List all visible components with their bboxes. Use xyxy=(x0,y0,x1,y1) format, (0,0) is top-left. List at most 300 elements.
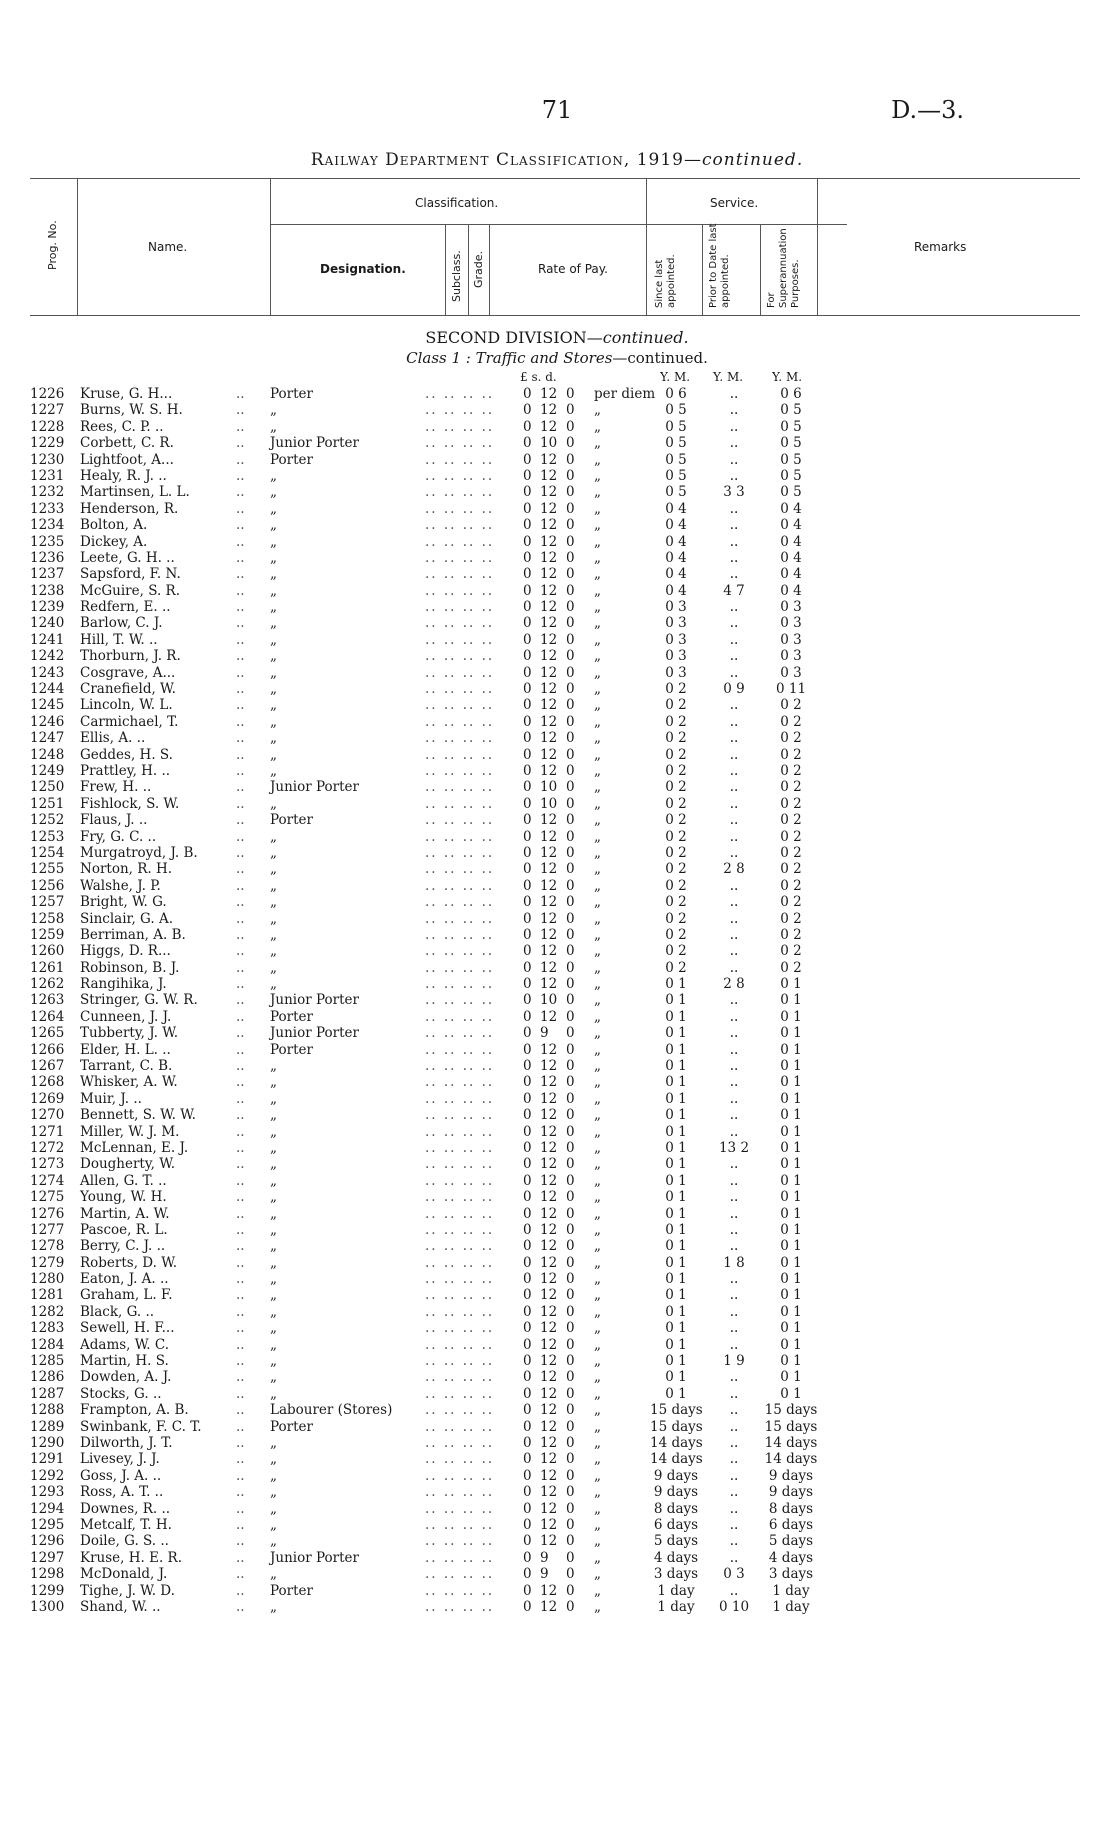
pay-pence-cell: 0 xyxy=(566,1582,575,1599)
since-last-appointed-cell: 0 2 xyxy=(665,828,687,845)
table-row xyxy=(0,1173,1114,1189)
prior-to-date-cell: .. xyxy=(729,599,739,616)
prog-no-cell: 1269 xyxy=(30,1090,65,1107)
leader-dots: .. xyxy=(236,812,245,829)
designation-cell: „ xyxy=(270,1271,277,1288)
designation-cell: „ xyxy=(270,1369,277,1386)
pay-pounds-cell: 0 xyxy=(523,779,532,796)
prior-to-date-cell: .. xyxy=(729,992,739,1009)
table-row xyxy=(0,1025,1114,1041)
superannuation-cell: 0 1 xyxy=(780,1107,802,1124)
table-row xyxy=(0,878,1114,894)
designation-cell: Junior Porter xyxy=(270,435,359,452)
table-row xyxy=(0,1304,1114,1320)
table-row xyxy=(0,665,1114,681)
pay-pounds-cell: 0 xyxy=(523,1336,532,1353)
pay-pounds-cell: 0 xyxy=(523,1205,532,1222)
pay-period-cell: „ xyxy=(594,484,601,501)
name-cell: Healy, R. J. .. xyxy=(80,467,167,484)
prog-no-cell: 1250 xyxy=(30,779,65,796)
leader-dots: .. xyxy=(236,697,245,714)
designation-cell: „ xyxy=(270,582,277,599)
prior-to-date-cell: .. xyxy=(729,549,739,566)
since-last-appointed-cell: 0 4 xyxy=(665,566,687,583)
prog-no-cell: 1261 xyxy=(30,959,65,976)
name-cell: Bennett, S. W. W. xyxy=(80,1107,196,1124)
leader-dots: .. xyxy=(236,992,245,1009)
leader-dots: .. .. .. .. xyxy=(425,812,495,829)
name-cell: Cosgrave, A... xyxy=(80,664,176,681)
superannuation-cell: 0 1 xyxy=(780,1221,802,1238)
leader-dots: .. xyxy=(236,1041,245,1058)
prior-to-date-cell: .. xyxy=(729,713,739,730)
prior-to-date-cell: .. xyxy=(729,1189,739,1206)
prog-no-cell: 1263 xyxy=(30,992,65,1009)
pay-shillings-cell: 12 xyxy=(540,402,558,419)
pay-period-cell: „ xyxy=(594,730,601,747)
leader-dots: .. xyxy=(236,1205,245,1222)
prior-to-date-cell: .. xyxy=(729,1467,739,1484)
superannuation-cell: 0 1 xyxy=(780,1041,802,1058)
since-last-appointed-cell: 0 1 xyxy=(665,976,687,993)
superannuation-cell: 0 2 xyxy=(780,828,802,845)
superannuation-cell: 0 3 xyxy=(780,631,802,648)
pay-pence-cell: 0 xyxy=(566,1041,575,1058)
pay-period-cell: „ xyxy=(594,1172,601,1189)
leader-dots: .. .. .. .. xyxy=(425,631,495,648)
pay-period-cell: „ xyxy=(594,1566,601,1583)
prog-no-cell: 1267 xyxy=(30,1058,65,1075)
since-last-appointed-cell: 0 1 xyxy=(665,1336,687,1353)
since-last-appointed-cell: 6 days xyxy=(653,1516,699,1533)
leader-dots: .. .. .. .. xyxy=(425,533,495,550)
superannuation-cell: 0 1 xyxy=(780,1238,802,1255)
superannuation-cell: 0 2 xyxy=(780,697,802,714)
name-cell: Redfern, E. .. xyxy=(80,599,171,616)
designation-cell: „ xyxy=(270,533,277,550)
since-last-appointed-cell: 0 1 xyxy=(665,1254,687,1271)
pay-shillings-cell: 12 xyxy=(540,959,558,976)
pay-shillings-cell: 9 xyxy=(540,1566,549,1583)
leader-dots: .. xyxy=(236,1074,245,1091)
designation-cell: „ xyxy=(270,894,277,911)
leader-dots: .. .. .. .. xyxy=(425,1320,495,1337)
pay-pence-cell: 0 xyxy=(566,844,575,861)
since-last-appointed-cell: 0 2 xyxy=(665,795,687,812)
leader-dots: .. .. .. .. xyxy=(425,1598,495,1615)
leader-dots: .. xyxy=(236,1435,245,1451)
leader-dots: .. .. .. .. xyxy=(425,1287,495,1304)
prior-to-date-cell: .. xyxy=(729,746,739,763)
pay-shillings-cell: 12 xyxy=(540,943,558,960)
prog-no-cell: 1255 xyxy=(30,861,65,878)
designation-cell: Porter xyxy=(270,1418,313,1435)
table-row xyxy=(0,468,1114,484)
leader-dots: .. xyxy=(236,844,245,861)
page-title xyxy=(0,150,1114,170)
pay-pounds-cell: 0 xyxy=(523,1123,532,1140)
leader-dots: .. xyxy=(236,631,245,648)
since-last-appointed-cell: 1 day xyxy=(657,1582,695,1599)
pay-pounds-cell: 0 xyxy=(523,1058,532,1075)
since-last-appointed-cell: 0 1 xyxy=(665,1385,687,1402)
name-cell: Young, W. H. xyxy=(80,1189,167,1206)
table-row xyxy=(0,550,1114,566)
pay-pence-cell: 0 xyxy=(566,500,575,517)
since-last-appointed-cell: 9 days xyxy=(653,1467,699,1484)
since-last-appointed-cell: 0 1 xyxy=(665,1172,687,1189)
table-row xyxy=(0,927,1114,943)
table-row xyxy=(0,894,1114,910)
leader-dots: .. xyxy=(236,1402,245,1419)
pay-shillings-cell: 12 xyxy=(540,1008,558,1025)
pay-pence-cell: 0 xyxy=(566,877,575,894)
prior-to-date-cell: .. xyxy=(729,500,739,517)
pay-pounds-cell: 0 xyxy=(523,1418,532,1435)
prog-no-cell: 1280 xyxy=(30,1271,65,1288)
pay-pounds-cell: 0 xyxy=(523,1041,532,1058)
prog-no-cell: 1283 xyxy=(30,1320,65,1337)
leader-dots: .. xyxy=(236,1516,245,1533)
pay-period-cell: „ xyxy=(594,451,601,468)
leader-dots: .. xyxy=(236,418,245,435)
pay-shillings-cell: 12 xyxy=(540,500,558,517)
pay-shillings-cell: 12 xyxy=(540,451,558,468)
leader-dots: .. .. .. .. xyxy=(425,1025,495,1042)
designation-cell: Junior Porter xyxy=(270,779,359,796)
since-last-appointed-cell: 14 days xyxy=(650,1435,703,1451)
table-row xyxy=(0,402,1114,418)
name-cell: Dilworth, J. T. xyxy=(80,1435,173,1451)
leader-dots: .. .. .. .. xyxy=(425,861,495,878)
name-cell: Muir, J. .. xyxy=(80,1090,142,1107)
designation-cell: „ xyxy=(270,926,277,943)
superannuation-cell: 0 1 xyxy=(780,1074,802,1091)
leader-dots: .. xyxy=(236,517,245,534)
leader-dots: .. xyxy=(236,648,245,665)
leader-dots: .. xyxy=(236,1008,245,1025)
prog-no-cell: 1235 xyxy=(30,533,65,550)
leader-dots: .. .. .. .. xyxy=(425,1336,495,1353)
prior-to-date-cell: .. xyxy=(729,451,739,468)
pay-shillings-cell: 12 xyxy=(540,631,558,648)
prior-to-date-cell: 2 8 xyxy=(723,976,745,993)
prior-to-date-cell: 3 3 xyxy=(723,484,745,501)
pay-pence-cell: 0 xyxy=(566,1336,575,1353)
designation-cell: „ xyxy=(270,1221,277,1238)
name-cell: Cunneen, J. J. xyxy=(80,1008,172,1025)
pay-shillings-cell: 12 xyxy=(540,1139,558,1156)
pay-period-cell: „ xyxy=(594,1418,601,1435)
pay-pounds-cell: 0 xyxy=(523,1008,532,1025)
prog-no-cell: 1294 xyxy=(30,1500,65,1517)
name-cell: Martin, H. S. xyxy=(80,1353,169,1370)
leader-dots: .. .. .. .. xyxy=(425,517,495,534)
header-bottom-rule xyxy=(30,315,1080,316)
superannuation-cell: 0 1 xyxy=(780,1336,802,1353)
designation-cell: Porter xyxy=(270,386,313,402)
pay-shillings-cell: 12 xyxy=(540,467,558,484)
name-cell: Leete, G. H. .. xyxy=(80,549,175,566)
leader-dots: .. .. .. .. xyxy=(425,500,495,517)
leader-dots: .. .. .. .. xyxy=(425,418,495,435)
prior-to-date-cell: .. xyxy=(729,1156,739,1173)
prior-to-date-cell: 1 9 xyxy=(723,1353,745,1370)
pay-period-cell: „ xyxy=(594,467,601,484)
prior-to-date-cell: 4 7 xyxy=(723,582,745,599)
pay-shillings-cell: 12 xyxy=(540,697,558,714)
name-cell: Graham, L. F. xyxy=(80,1287,173,1304)
leader-dots: .. xyxy=(236,451,245,468)
title-suffix: continued. xyxy=(702,150,804,170)
since-last-appointed-cell: 0 2 xyxy=(665,844,687,861)
prior-to-date-cell: .. xyxy=(729,566,739,583)
name-cell: Sinclair, G. A. xyxy=(80,910,173,927)
pay-shillings-cell: 12 xyxy=(540,746,558,763)
superannuation-cell: 0 5 xyxy=(780,451,802,468)
pay-pence-cell: 0 xyxy=(566,1549,575,1566)
header-prog-no: Prog. No. xyxy=(46,220,59,270)
superannuation-cell: 0 3 xyxy=(780,664,802,681)
leader-dots: .. xyxy=(236,484,245,501)
name-cell: Martinsen, L. L. xyxy=(80,484,190,501)
name-cell: Thorburn, J. R. xyxy=(80,648,181,665)
leader-dots: .. xyxy=(236,1107,245,1124)
pay-shillings-cell: 12 xyxy=(540,533,558,550)
table-row xyxy=(0,796,1114,812)
superannuation-cell: 0 5 xyxy=(780,484,802,501)
name-cell: Norton, R. H. xyxy=(80,861,173,878)
prog-no-cell: 1237 xyxy=(30,566,65,583)
leader-dots: .. xyxy=(236,1385,245,1402)
pay-pence-cell: 0 xyxy=(566,1435,575,1451)
pay-shillings-cell: 12 xyxy=(540,484,558,501)
table-row xyxy=(0,517,1114,533)
pay-pounds-cell: 0 xyxy=(523,615,532,632)
leader-dots: .. xyxy=(236,1500,245,1517)
superannuation-cell: 0 1 xyxy=(780,1025,802,1042)
name-cell: Allen, G. T. .. xyxy=(80,1172,167,1189)
units-super: Y. M. xyxy=(772,370,803,384)
superannuation-cell: 0 5 xyxy=(780,402,802,419)
prog-no-cell: 1288 xyxy=(30,1402,65,1419)
leader-dots: .. .. .. .. xyxy=(425,992,495,1009)
pay-pounds-cell: 0 xyxy=(523,1189,532,1206)
prog-no-cell: 1289 xyxy=(30,1418,65,1435)
prior-to-date-cell: .. xyxy=(729,926,739,943)
since-last-appointed-cell: 0 1 xyxy=(665,1271,687,1288)
superannuation-cell: 0 1 xyxy=(780,1058,802,1075)
pay-pence-cell: 0 xyxy=(566,1533,575,1550)
superannuation-cell: 0 1 xyxy=(780,1156,802,1173)
table-row xyxy=(0,747,1114,763)
pay-period-cell: „ xyxy=(594,828,601,845)
prog-no-cell: 1300 xyxy=(30,1598,65,1615)
since-last-appointed-cell: 0 2 xyxy=(665,861,687,878)
designation-cell: „ xyxy=(270,1303,277,1320)
prog-no-cell: 1264 xyxy=(30,1008,65,1025)
designation-cell: „ xyxy=(270,746,277,763)
leader-dots: .. .. .. .. xyxy=(425,926,495,943)
since-last-appointed-cell: 3 days xyxy=(653,1566,699,1583)
table-row xyxy=(0,1156,1114,1172)
pay-shillings-cell: 12 xyxy=(540,1303,558,1320)
pay-pounds-cell: 0 xyxy=(523,1090,532,1107)
pay-period-cell: „ xyxy=(594,992,601,1009)
prog-no-cell: 1279 xyxy=(30,1254,65,1271)
leader-dots: .. .. .. .. xyxy=(425,795,495,812)
leader-dots: .. .. .. .. xyxy=(425,1385,495,1402)
prog-no-cell: 1292 xyxy=(30,1467,65,1484)
pay-period-cell: „ xyxy=(594,1123,601,1140)
designation-cell: „ xyxy=(270,1533,277,1550)
pay-pounds-cell: 0 xyxy=(523,795,532,812)
leader-dots: .. xyxy=(236,959,245,976)
superannuation-cell: 0 3 xyxy=(780,599,802,616)
header-grade: Grade. xyxy=(472,250,485,288)
table-row xyxy=(0,632,1114,648)
designation-cell: Porter xyxy=(270,1041,313,1058)
name-cell: Kruse, H. E. R. xyxy=(80,1549,182,1566)
superannuation-cell: 0 11 xyxy=(775,681,807,698)
designation-cell: „ xyxy=(270,484,277,501)
pay-pence-cell: 0 xyxy=(566,1516,575,1533)
leader-dots: .. xyxy=(236,779,245,796)
pay-pence-cell: 0 xyxy=(566,517,575,534)
table-row xyxy=(0,812,1114,828)
pay-pence-cell: 0 xyxy=(566,1385,575,1402)
since-last-appointed-cell: 0 1 xyxy=(665,1041,687,1058)
pay-period-cell: „ xyxy=(594,1500,601,1517)
pay-pounds-cell: 0 xyxy=(523,894,532,911)
superannuation-cell: 0 1 xyxy=(780,1205,802,1222)
leader-dots: .. .. .. .. xyxy=(425,828,495,845)
leader-dots: .. .. .. .. xyxy=(425,1008,495,1025)
pay-period-cell: „ xyxy=(594,795,601,812)
leader-dots: .. xyxy=(236,926,245,943)
name-cell: Frampton, A. B. xyxy=(80,1402,189,1419)
pay-period-cell: „ xyxy=(594,1353,601,1370)
name-cell: Corbett, C. R. xyxy=(80,435,174,452)
table-row xyxy=(0,1369,1114,1385)
prior-to-date-cell: .. xyxy=(729,894,739,911)
since-last-appointed-cell: 0 4 xyxy=(665,582,687,599)
pay-shillings-cell: 12 xyxy=(540,1418,558,1435)
pay-pounds-cell: 0 xyxy=(523,517,532,534)
designation-cell: „ xyxy=(270,730,277,747)
name-cell: Higgs, D. R... xyxy=(80,943,171,960)
since-last-appointed-cell: 0 5 xyxy=(665,418,687,435)
pay-pounds-cell: 0 xyxy=(523,992,532,1009)
designation-cell: „ xyxy=(270,1189,277,1206)
table-row xyxy=(0,452,1114,468)
pay-shillings-cell: 12 xyxy=(540,664,558,681)
pay-pounds-cell: 0 xyxy=(523,1271,532,1288)
pay-pence-cell: 0 xyxy=(566,1090,575,1107)
pay-shillings-cell: 10 xyxy=(540,435,558,452)
table-row xyxy=(0,763,1114,779)
pay-pence-cell: 0 xyxy=(566,1500,575,1517)
pay-pence-cell: 0 xyxy=(566,1205,575,1222)
prior-to-date-cell: .. xyxy=(729,1221,739,1238)
designation-cell: „ xyxy=(270,1254,277,1271)
superannuation-cell: 0 5 xyxy=(780,467,802,484)
prior-to-date-cell: .. xyxy=(729,1369,739,1386)
superannuation-cell: 1 day xyxy=(772,1582,810,1599)
leader-dots: .. .. .. .. xyxy=(425,1369,495,1386)
prog-no-cell: 1242 xyxy=(30,648,65,665)
name-cell: McLennan, E. J. xyxy=(80,1139,189,1156)
prior-to-date-cell: .. xyxy=(729,779,739,796)
pay-pence-cell: 0 xyxy=(566,1074,575,1091)
leader-dots: .. xyxy=(236,1451,245,1468)
name-cell: Frew, H. .. xyxy=(80,779,152,796)
superannuation-cell: 0 2 xyxy=(780,779,802,796)
designation-cell: „ xyxy=(270,517,277,534)
pay-pence-cell: 0 xyxy=(566,943,575,960)
prog-no-cell: 1258 xyxy=(30,910,65,927)
pay-shillings-cell: 12 xyxy=(540,1320,558,1337)
leader-dots: .. xyxy=(236,500,245,517)
prog-no-cell: 1277 xyxy=(30,1221,65,1238)
divider xyxy=(702,224,703,316)
designation-cell: Porter xyxy=(270,1008,313,1025)
name-cell: Swinbank, F. C. T. xyxy=(80,1418,202,1435)
pay-pence-cell: 0 xyxy=(566,1238,575,1255)
designation-cell: „ xyxy=(270,1090,277,1107)
prog-no-cell: 1245 xyxy=(30,697,65,714)
designation-cell: „ xyxy=(270,1205,277,1222)
pay-period-cell: „ xyxy=(594,1320,601,1337)
since-last-appointed-cell: 0 1 xyxy=(665,1369,687,1386)
pay-pounds-cell: 0 xyxy=(523,681,532,698)
prior-to-date-cell: .. xyxy=(729,533,739,550)
table-header xyxy=(30,178,1080,316)
name-cell: Adams, W. C. xyxy=(80,1336,169,1353)
prog-no-cell: 1290 xyxy=(30,1435,65,1451)
class-subtitle xyxy=(0,349,1114,367)
pay-shillings-cell: 12 xyxy=(540,713,558,730)
pay-period-cell: „ xyxy=(594,844,601,861)
designation-cell: „ xyxy=(270,1566,277,1583)
leader-dots: .. .. .. .. xyxy=(425,730,495,747)
leader-dots: .. xyxy=(236,1287,245,1304)
designation-cell: „ xyxy=(270,467,277,484)
leader-dots: .. .. .. .. xyxy=(425,959,495,976)
pay-period-cell: „ xyxy=(594,1533,601,1550)
pay-period-cell: „ xyxy=(594,1598,601,1615)
leader-dots: .. xyxy=(236,861,245,878)
superannuation-cell: 6 days xyxy=(768,1516,814,1533)
prog-no-cell: 1253 xyxy=(30,828,65,845)
pay-pounds-cell: 0 xyxy=(523,943,532,960)
pay-pence-cell: 0 xyxy=(566,812,575,829)
pay-shillings-cell: 12 xyxy=(540,1156,558,1173)
leader-dots: .. .. .. .. xyxy=(425,746,495,763)
pay-period-cell: „ xyxy=(594,697,601,714)
table-row xyxy=(0,845,1114,861)
header-remarks: Remarks xyxy=(914,240,967,254)
pay-period-cell: „ xyxy=(594,1074,601,1091)
prior-to-date-cell: .. xyxy=(729,1025,739,1042)
pay-period-cell: „ xyxy=(594,1008,601,1025)
prog-no-cell: 1249 xyxy=(30,762,65,779)
designation-cell: „ xyxy=(270,681,277,698)
name-cell: Henderson, R. xyxy=(80,500,179,517)
pay-pounds-cell: 0 xyxy=(523,1598,532,1615)
superannuation-cell: 4 days xyxy=(768,1549,814,1566)
title-main: Railway Department Classification, 1919— xyxy=(310,150,702,170)
